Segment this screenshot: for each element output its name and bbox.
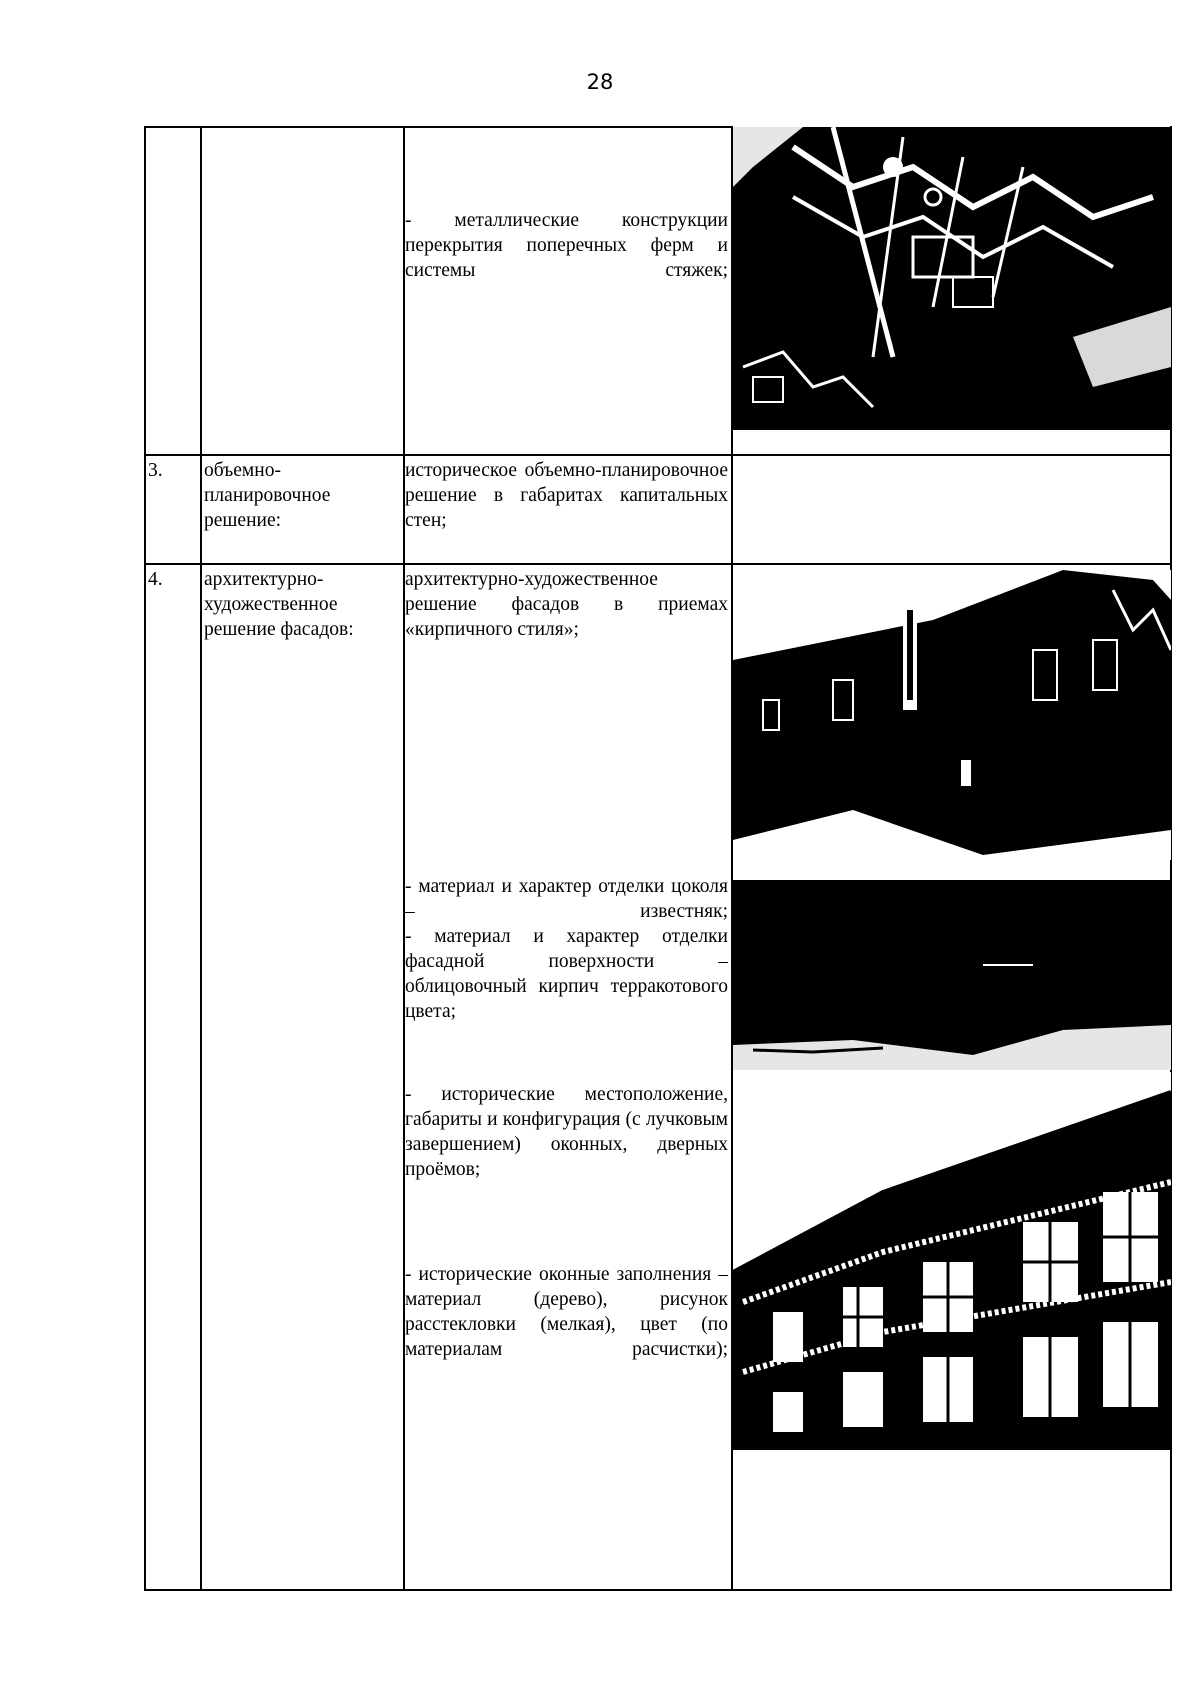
table-row-divider — [144, 563, 1172, 565]
plinth-photo — [733, 880, 1171, 1070]
table-column-divider — [403, 126, 405, 1591]
row-number: 3. — [148, 460, 163, 481]
heritage-item-text: историческое объемно-планировочное решение в габаритах капитальных стен; — [405, 460, 728, 531]
row-number: 4. — [148, 569, 163, 590]
table-border-left — [144, 126, 146, 1591]
corner-building-photo — [733, 570, 1171, 860]
heritage-item-text: - исторические оконные заполнения – материал (дерево), рисунок расстекловки (мелкая), цвет (по материалам расчистки); — [405, 1264, 728, 1360]
heritage-item-text: - металлические конструкции перекрытия поперечных ферм и системы стяжек; — [405, 210, 728, 281]
table-border-top — [144, 126, 731, 128]
facade-windows-photo — [733, 1072, 1171, 1450]
heritage-item-text: - материал и характер отделки цоколя – известняк; — [405, 876, 728, 922]
protected-element-name: архитектурно-художественное решение фасадов: — [204, 569, 354, 640]
page-number: 28 — [586, 70, 614, 94]
roof-trusses-photo — [733, 127, 1171, 430]
heritage-item-text: - материал и характер отделки фасадной поверхности – облицовочный кирпич терракотового цвета; — [405, 926, 728, 1022]
heritage-item-text: архитектурно-художественное решение фасадов в приемах «кирпичного стиля»; — [405, 569, 728, 640]
table-border-bottom — [144, 1589, 1172, 1591]
table-row-divider — [144, 454, 1172, 456]
heritage-item-text: - исторические местоположение, габариты и конфигурация (с лучковым завершением) оконных, дверных проёмов; — [405, 1084, 728, 1180]
table-column-divider — [200, 126, 202, 1591]
protected-element-name: объемно-планировочное решение: — [204, 460, 331, 531]
